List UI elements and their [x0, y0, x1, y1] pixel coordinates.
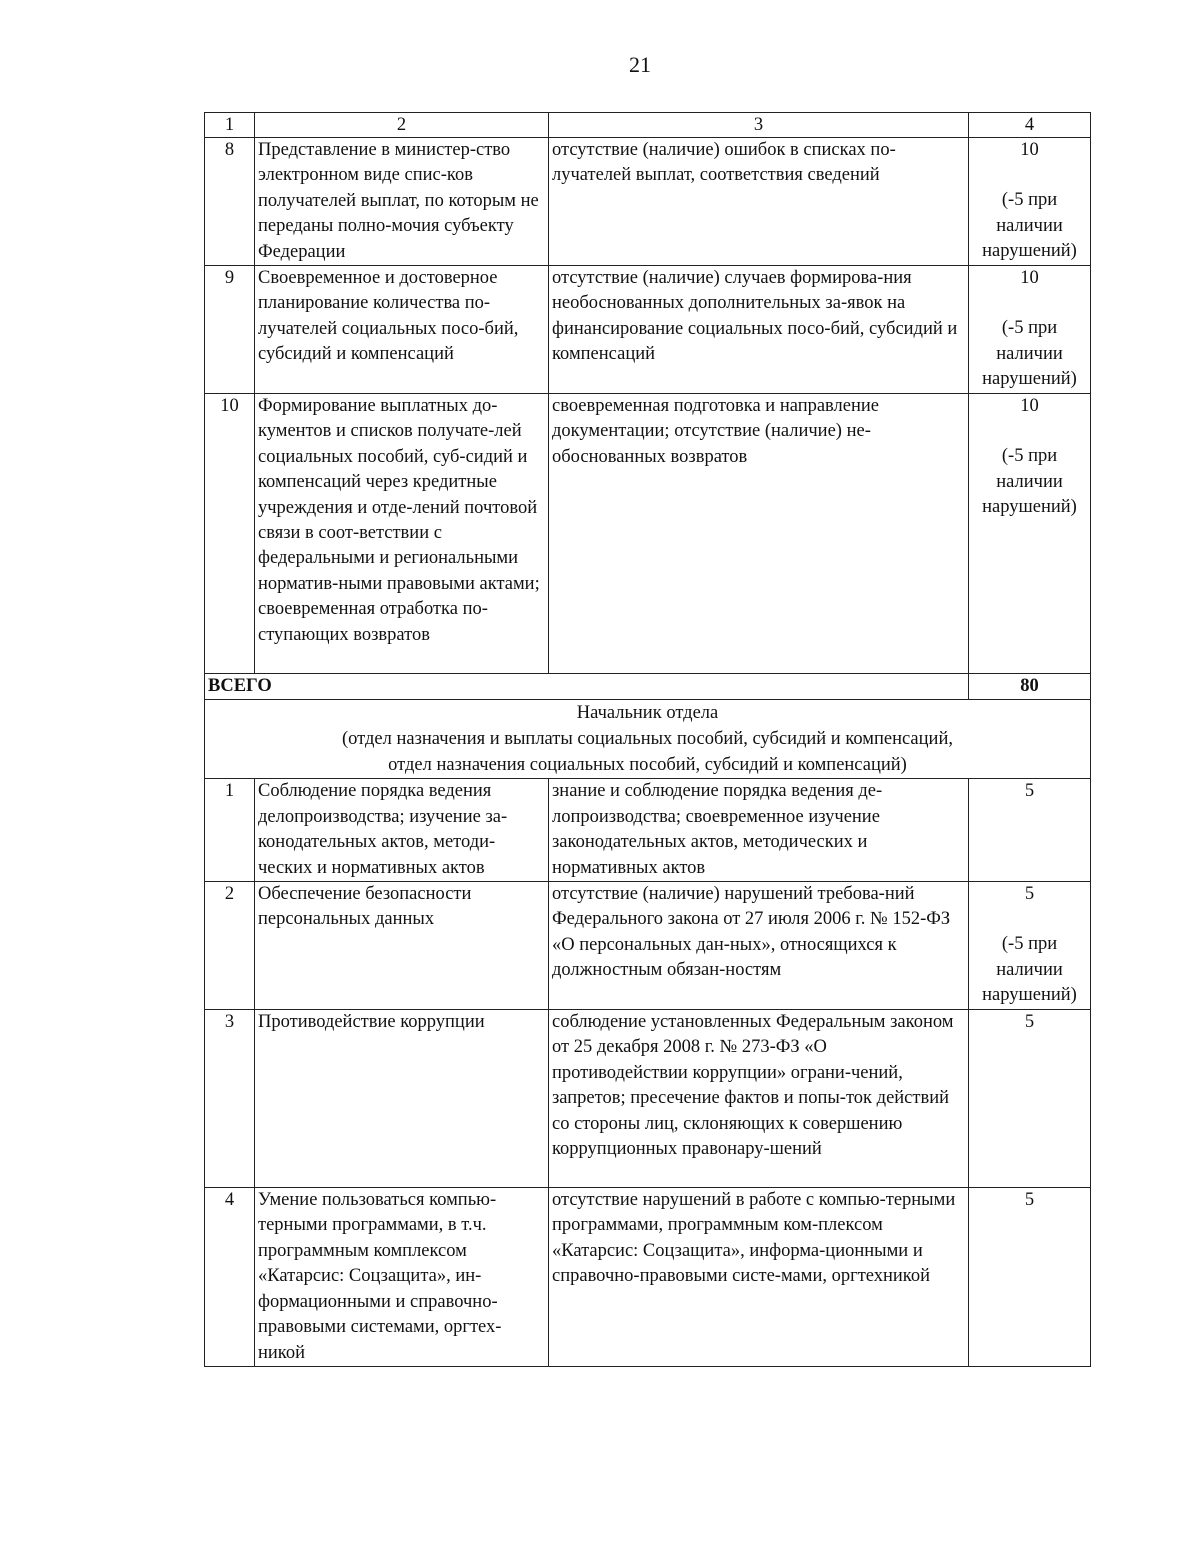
criterion-cell: Противодействие коррупции [255, 1010, 549, 1188]
indicator-cell: знание и соблюдение порядка ведения де-лопроизводства; своевременное изучение законодательных актов, методических и нормативных актов [549, 779, 969, 882]
column-header: 2 [255, 113, 549, 138]
criterion-cell: Представление в министер-ство электронном виде спис-ков получателей выплат, по которым не переданы полно-мочия субъекту Федерации [255, 138, 549, 266]
table-row [205, 1188, 1091, 1367]
score-value: 10 [1020, 268, 1039, 289]
table-header-row [205, 113, 1091, 138]
section-title: Начальник отдела [576, 703, 719, 724]
row-number: 1 [205, 779, 255, 882]
score-cell [969, 138, 1091, 266]
table-row [205, 882, 1091, 1010]
score-cell [969, 1010, 1091, 1188]
column-header: 4 [969, 113, 1091, 138]
penalty-note: (-5 при наличии нарушений) [982, 318, 1077, 390]
table-row [205, 394, 1091, 674]
table-row [205, 138, 1091, 266]
score-cell [969, 779, 1091, 882]
section-subtitle: (отдел назначения и выплаты социальных пособий, субсидий и компенсаций, [342, 729, 953, 750]
row-number: 4 [205, 1188, 255, 1367]
score-value: 5 [1024, 884, 1035, 905]
section-subtitle: отдел назначения социальных пособий, субсидий и компенсаций) [388, 755, 907, 776]
criteria-table [204, 112, 1091, 1367]
indicator-cell: отсутствие нарушений в работе с компью-терными программами, программным ком-плексом «Катарсис: Соцзащита», информа-ционными и справочно-правовыми систе-мами, оргтехникой [549, 1188, 969, 1367]
column-header: 3 [549, 113, 969, 138]
indicator-cell: соблюдение установленных Федеральным законом от 25 декабря 2008 г. № 273-ФЗ «О противодействии коррупции» ограни-чений, запретов; пресечение фактов и попы-ток действий со стороны лиц, склоняющих к совершению коррупционных правонару-шений [549, 1010, 969, 1188]
indicator-cell: отсутствие (наличие) случаев формирова-ния необоснованных дополнительных за-явок на финансирование социальных посо-бий, субсидий и компенсаций [549, 266, 969, 394]
table-row [205, 779, 1091, 882]
indicator-cell: своевременная подготовка и направление документации; отсутствие (наличие) не-обоснованных возвратов [549, 394, 969, 674]
score-value: 5 [1024, 1190, 1035, 1211]
criterion-cell: Умение пользоваться компью-терными программами, в т.ч. программным комплексом «Катарсис: Соцзащита», ин-формационными и справочно-правовыми системами, оргтех-никой [255, 1188, 549, 1367]
score-cell [969, 394, 1091, 674]
table-row [205, 266, 1091, 394]
indicator-cell: отсутствие (наличие) ошибок в списках по-лучателей выплат, соответствия сведений [549, 138, 969, 266]
penalty-note: (-5 при наличии нарушений) [982, 934, 1077, 1006]
score-value: 5 [1024, 781, 1035, 802]
criterion-cell: Соблюдение порядка ведения делопроизводства; изучение за-конодательных актов, методи-ческих и нормативных актов [255, 779, 549, 882]
score-cell [969, 882, 1091, 1010]
score-cell [969, 266, 1091, 394]
table-row [205, 1010, 1091, 1188]
total-value: 80 [969, 674, 1091, 700]
column-header: 1 [205, 113, 255, 138]
row-number: 3 [205, 1010, 255, 1188]
section-header-row [205, 700, 1091, 779]
total-label: ВСЕГО [205, 674, 969, 700]
row-number: 9 [205, 266, 255, 394]
criterion-cell: Своевременное и достоверное планирование количества по-лучателей социальных посо-бий, субсидий и компенсаций [255, 266, 549, 394]
score-value: 10 [1020, 140, 1039, 160]
penalty-note: (-5 при наличии нарушений) [982, 190, 1077, 262]
total-row [205, 674, 1091, 700]
criterion-cell: Обеспечение безопасности персональных данных [255, 882, 549, 1010]
row-number: 10 [205, 394, 255, 674]
penalty-note: (-5 при наличии нарушений) [982, 446, 1077, 518]
row-number: 8 [205, 138, 255, 266]
score-value: 5 [1024, 1012, 1035, 1033]
page-number: 21 [629, 52, 651, 77]
score-cell [969, 1188, 1091, 1367]
criterion-cell: Формирование выплатных до-кументов и списков получате-лей социальных пособий, суб-сидий и компенсаций через кредитные учреждения и отде-лений почтовой связи в соот-ветствии с федеральными и региональными норматив-ными правовыми актами; своевременная отработка по-ступающих возвратов [255, 394, 549, 674]
score-value: 10 [1020, 396, 1039, 417]
row-number: 2 [205, 882, 255, 1010]
indicator-cell: отсутствие (наличие) нарушений требова-ний Федерального закона от 27 июля 2006 г. № 152-ФЗ «О персональных дан-ных», относящихся к должностным обязан-ностям [549, 882, 969, 1010]
section-header [205, 700, 1091, 779]
